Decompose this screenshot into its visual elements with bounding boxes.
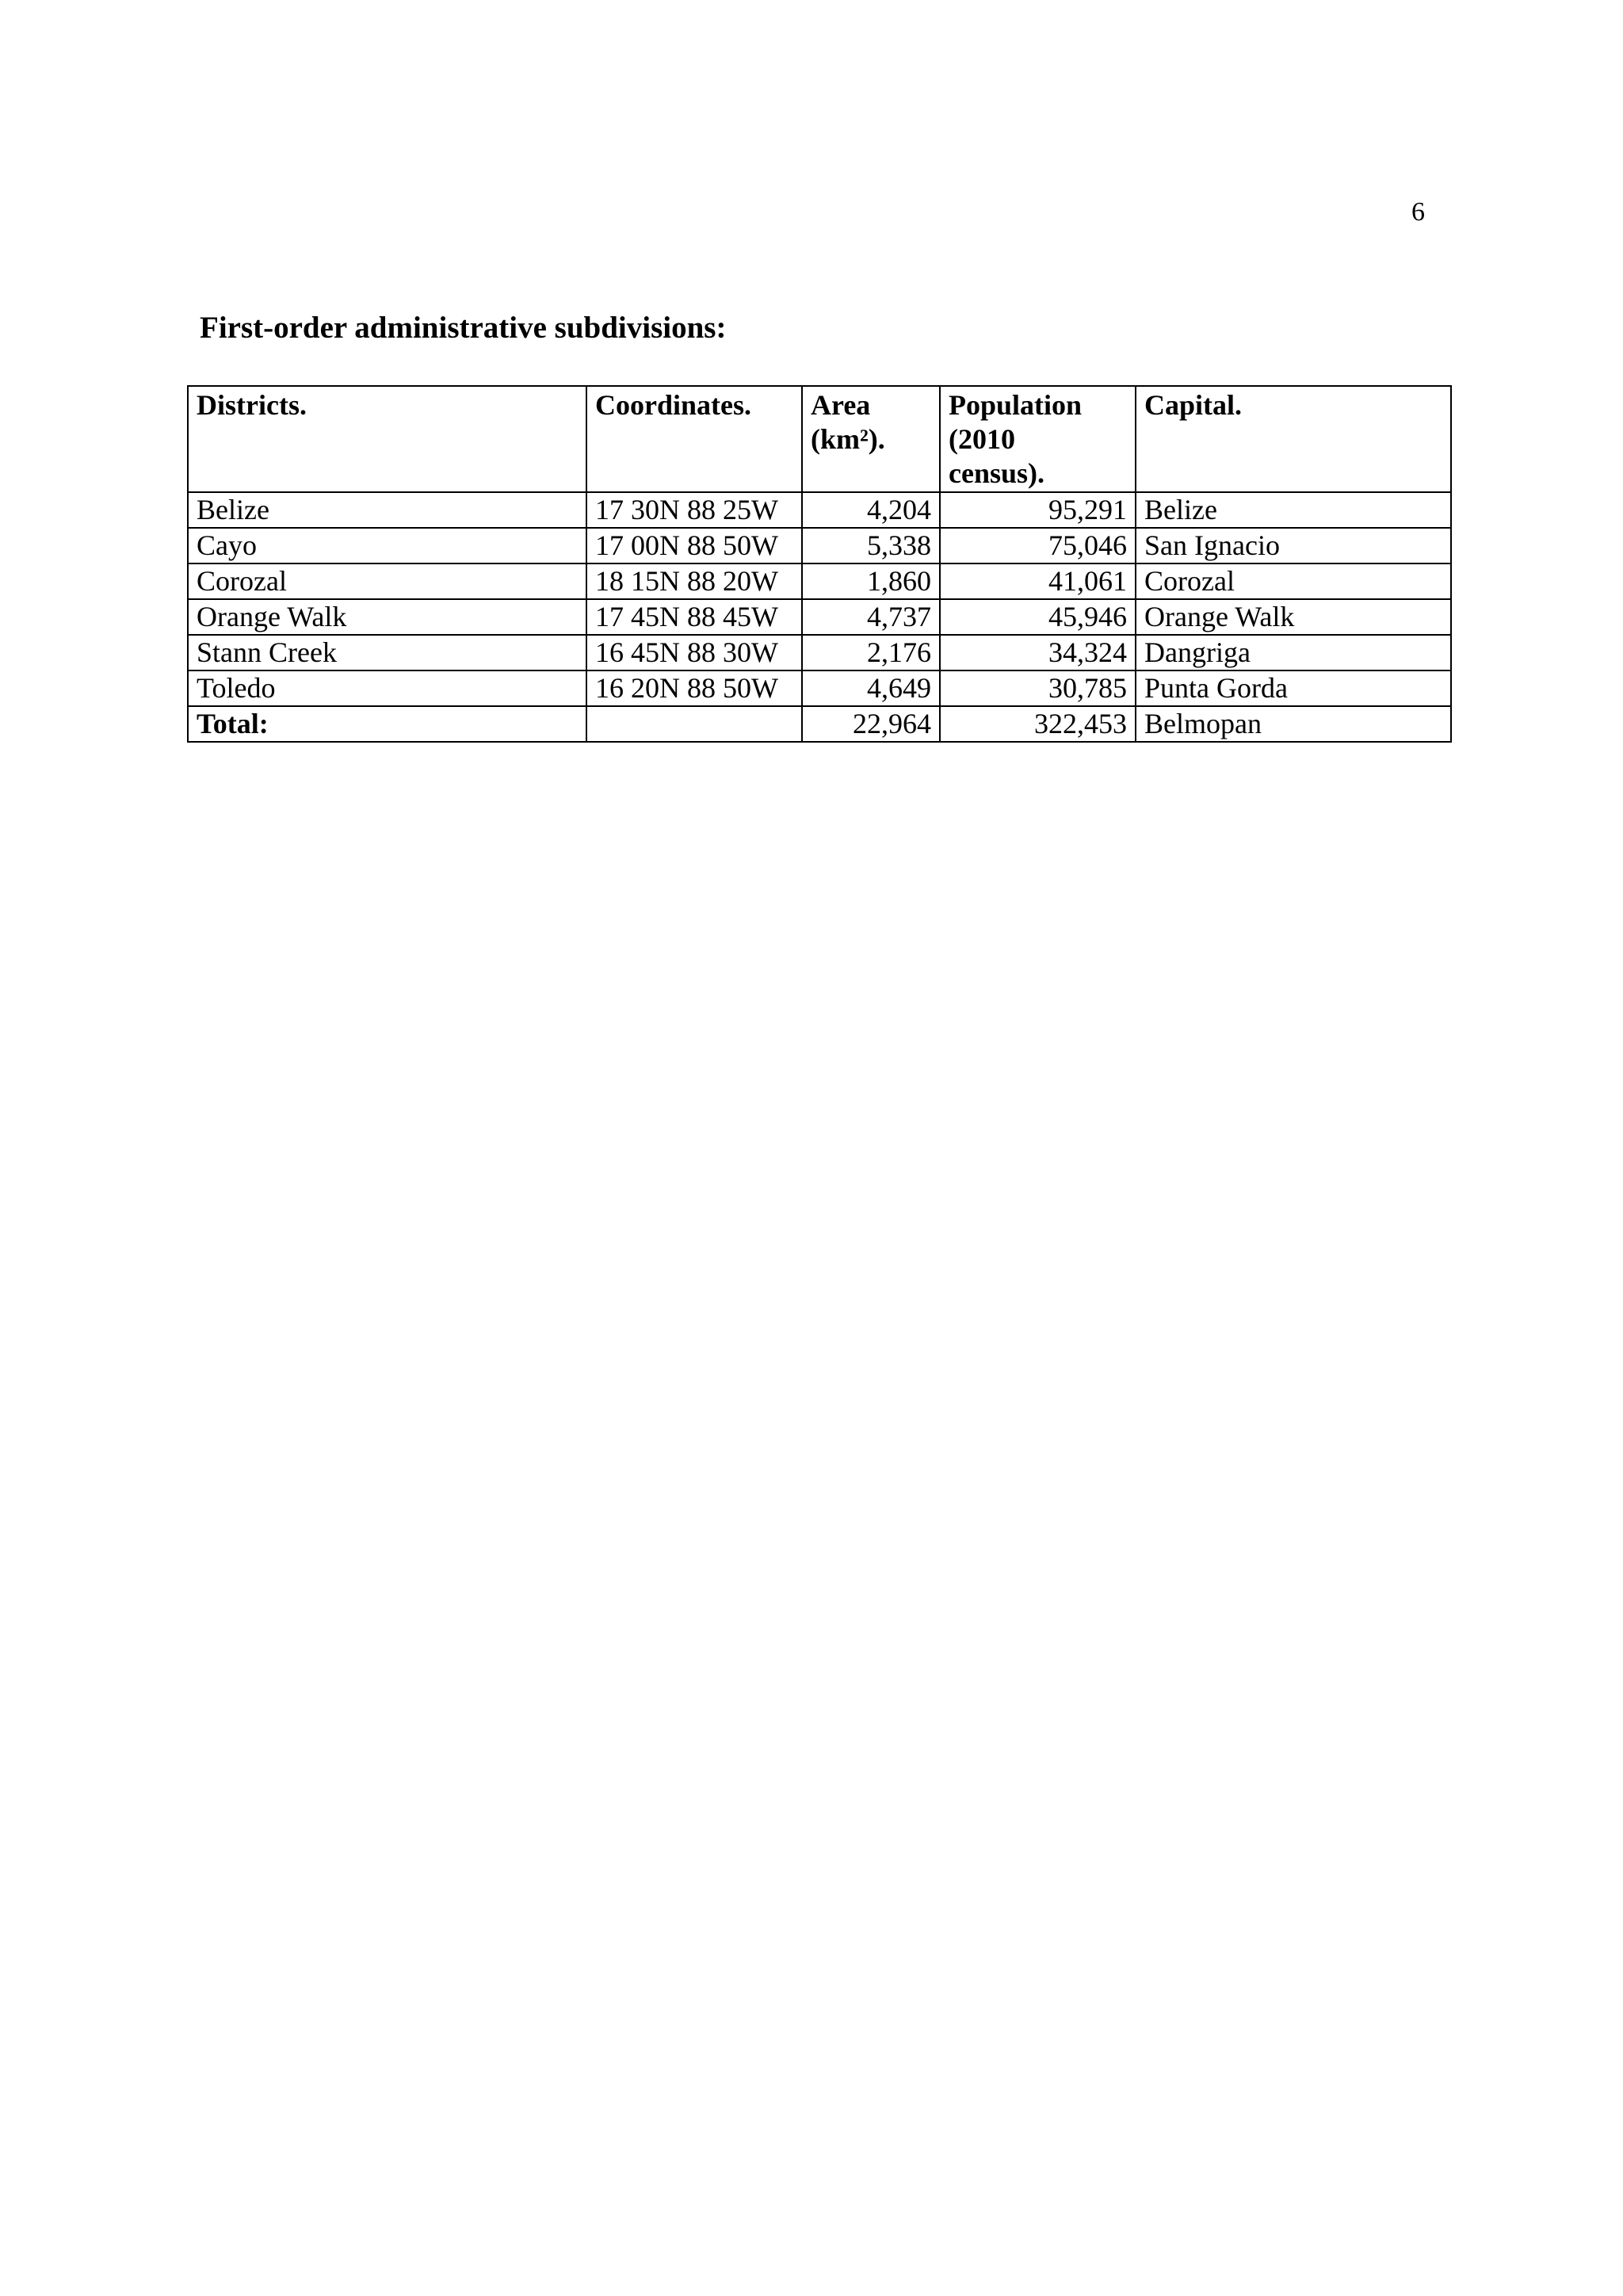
table-row xyxy=(188,599,1451,635)
table-header xyxy=(188,386,1451,492)
capital-cell: Punta Gorda xyxy=(1136,670,1451,706)
coordinates-cell: 17 45N 88 45W xyxy=(586,599,802,635)
coordinates-cell: 17 30N 88 25W xyxy=(586,492,802,528)
population-cell: 34,324 xyxy=(940,635,1136,670)
header-area-line2: (km²). xyxy=(811,423,885,455)
table-row xyxy=(188,563,1451,599)
table-row xyxy=(188,528,1451,563)
section-heading: First-order administrative subdivisions: xyxy=(200,311,727,345)
subdivisions-table xyxy=(187,385,1452,743)
district-cell: Cayo xyxy=(188,528,586,563)
header-row xyxy=(188,386,1451,492)
total-capital-cell: Belmopan xyxy=(1136,706,1451,742)
district-cell: Toledo xyxy=(188,670,586,706)
coordinates-cell: 18 15N 88 20W xyxy=(586,563,802,599)
header-population-line2: (2010 xyxy=(949,423,1015,455)
capital-cell: Orange Walk xyxy=(1136,599,1451,635)
capital-cell: Belize xyxy=(1136,492,1451,528)
total-label: Total: xyxy=(188,706,586,742)
district-cell: Belize xyxy=(188,492,586,528)
population-cell: 75,046 xyxy=(940,528,1136,563)
table-row xyxy=(188,492,1451,528)
area-cell: 4,737 xyxy=(802,599,940,635)
total-area-cell: 22,964 xyxy=(802,706,940,742)
table-row xyxy=(188,670,1451,706)
header-population xyxy=(940,386,1136,492)
header-districts: Districts. xyxy=(188,386,586,492)
coordinates-cell: 16 45N 88 30W xyxy=(586,635,802,670)
area-cell: 1,860 xyxy=(802,563,940,599)
population-cell: 41,061 xyxy=(940,563,1136,599)
header-population-line1: Population xyxy=(949,389,1083,421)
coordinates-cell: 17 00N 88 50W xyxy=(586,528,802,563)
district-cell: Corozal xyxy=(188,563,586,599)
area-cell: 5,338 xyxy=(802,528,940,563)
total-population-cell: 322,453 xyxy=(940,706,1136,742)
district-cell: Stann Creek xyxy=(188,635,586,670)
area-cell: 2,176 xyxy=(802,635,940,670)
coordinates-cell: 16 20N 88 50W xyxy=(586,670,802,706)
table-body xyxy=(188,492,1451,742)
header-population-line3: census). xyxy=(949,457,1045,489)
header-area xyxy=(802,386,940,492)
header-coordinates: Coordinates. xyxy=(586,386,802,492)
capital-cell: San Ignacio xyxy=(1136,528,1451,563)
header-capital: Capital. xyxy=(1136,386,1451,492)
total-row xyxy=(188,706,1451,742)
area-cell: 4,204 xyxy=(802,492,940,528)
header-area-line1: Area xyxy=(811,389,871,421)
total-coordinates-cell xyxy=(586,706,802,742)
page-number: 6 xyxy=(1411,197,1425,227)
population-cell: 95,291 xyxy=(940,492,1136,528)
capital-cell: Corozal xyxy=(1136,563,1451,599)
table-row xyxy=(188,635,1451,670)
area-cell: 4,649 xyxy=(802,670,940,706)
population-cell: 30,785 xyxy=(940,670,1136,706)
capital-cell: Dangriga xyxy=(1136,635,1451,670)
population-cell: 45,946 xyxy=(940,599,1136,635)
district-cell: Orange Walk xyxy=(188,599,586,635)
